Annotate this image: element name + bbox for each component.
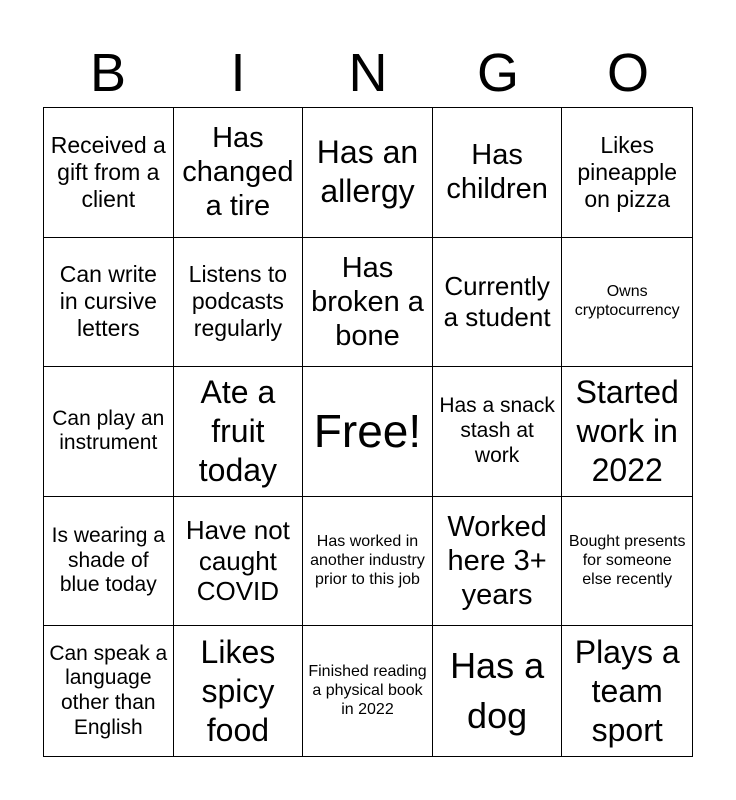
bingo-cell[interactable]: Have not caught COVID: [174, 497, 304, 627]
bingo-cell[interactable]: Can write in cursive letters: [44, 238, 174, 368]
bingo-cell[interactable]: Is wearing a shade of blue today: [44, 497, 174, 627]
bingo-cell[interactable]: Has an allergy: [303, 108, 433, 238]
bingo-grid: [43, 107, 693, 757]
bingo-cell[interactable]: Has broken a bone: [303, 238, 433, 368]
bingo-cell[interactable]: Likes spicy food: [174, 626, 304, 756]
header-letter-g: G: [476, 43, 519, 103]
bingo-cell[interactable]: Started work in 2022: [562, 367, 692, 497]
bingo-cell[interactable]: Ate a fruit today: [174, 367, 304, 497]
bingo-cell[interactable]: Can speak a language other than English: [44, 626, 174, 756]
bingo-cell[interactable]: Owns cryptocurrency: [562, 238, 692, 368]
bingo-cell[interactable]: Has children: [433, 108, 563, 238]
header-letter-b: B: [89, 43, 127, 103]
bingo-cell[interactable]: Has a snack stash at work: [433, 367, 563, 497]
free-space[interactable]: Free!: [303, 367, 433, 497]
bingo-cell[interactable]: Finished reading a physical book in 2022: [303, 626, 433, 756]
header-letter-n: N: [348, 43, 388, 103]
bingo-header: [43, 40, 693, 106]
bingo-cell[interactable]: Bought presents for someone else recently: [562, 497, 692, 627]
bingo-cell[interactable]: Likes pineapple on pizza: [562, 108, 692, 238]
bingo-cell[interactable]: Has changed a tire: [174, 108, 304, 238]
bingo-cell[interactable]: Listens to podcasts regularly: [174, 238, 304, 368]
bingo-cell[interactable]: Has worked in another industry prior to this job: [303, 497, 433, 627]
bingo-cell[interactable]: Plays a team sport: [574, 633, 680, 748]
bingo-cell[interactable]: Worked here 3+ years: [433, 497, 563, 627]
bingo-cell[interactable]: Received a gift from a client: [44, 108, 174, 238]
bingo-cell[interactable]: Currently a student: [433, 238, 563, 368]
header-letter-i: I: [230, 43, 246, 103]
bingo-cell[interactable]: Can play an instrument: [44, 367, 174, 497]
bingo-cell[interactable]: Has a dog: [433, 626, 563, 756]
header-letter-o: O: [606, 43, 649, 103]
